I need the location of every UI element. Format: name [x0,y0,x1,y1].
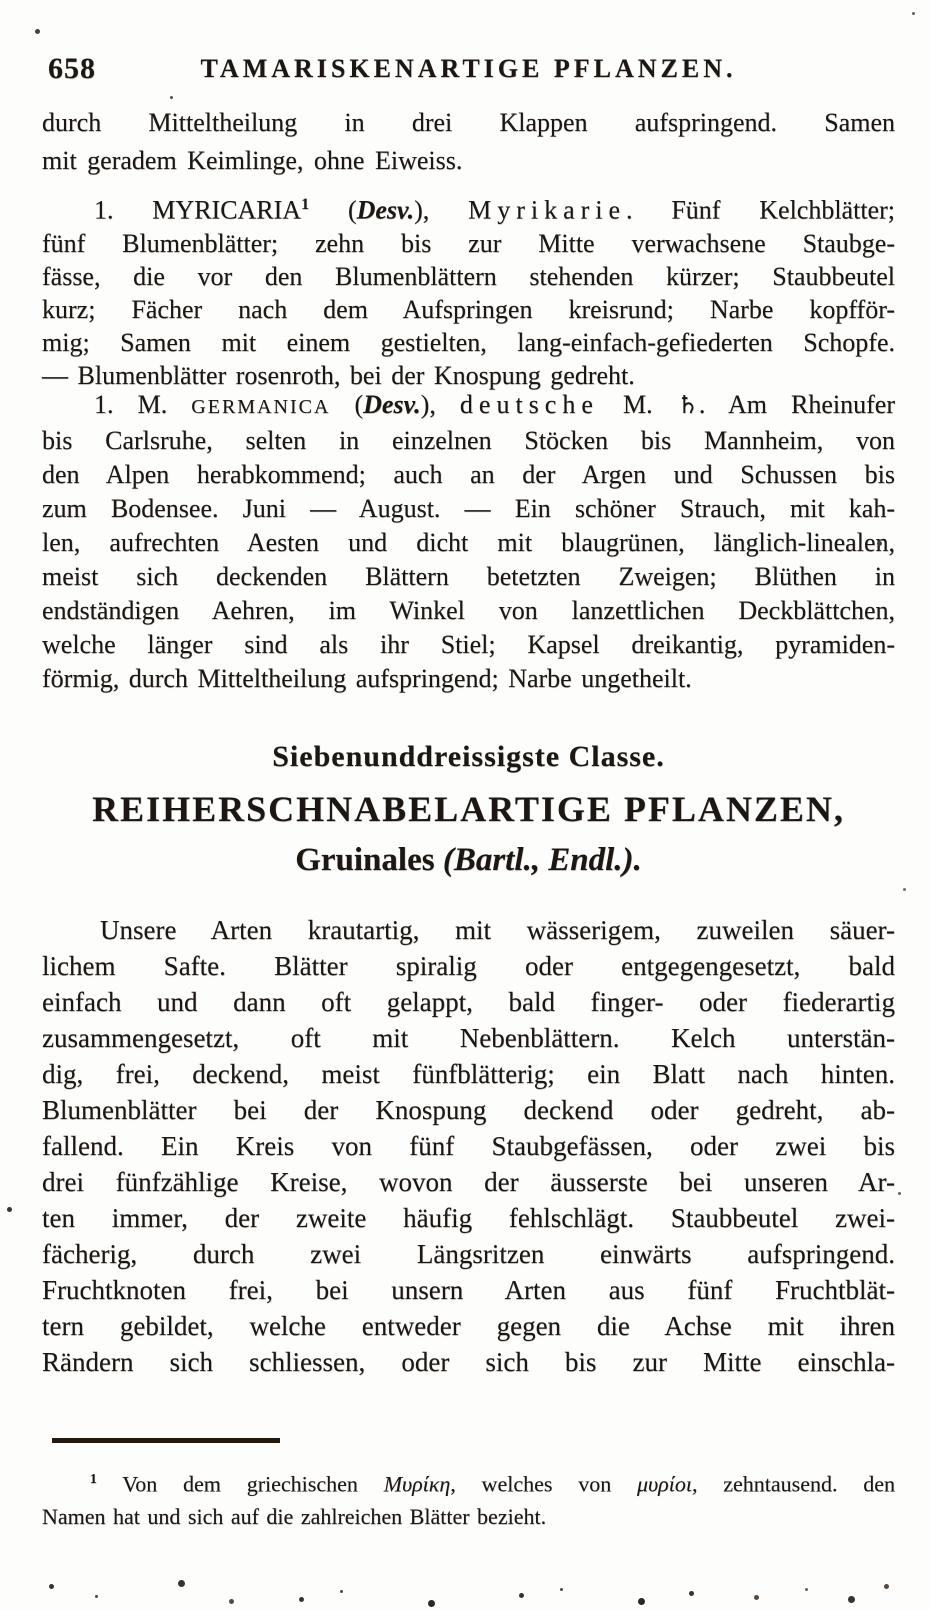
text-segment: , welches von [450,1471,637,1497]
text-line: fächerig, durch zwei Längsritzen einwärts aufspringend. [42,1239,895,1269]
text-line: einfach und dann oft gelappt, bald finger- oder fiederartig [42,987,895,1017]
text-segment: . Fünf Kelchblätter; [626,195,895,225]
text-line: fallend. Ein Kreis von fünf Staubgefässen, oder zwei bis [42,1131,895,1161]
page-header [42,50,895,92]
author-abbreviation: Desv. [356,195,415,225]
running-title: TAMARISKENARTIGE PFLANZEN. [200,54,737,83]
text-line: drei fünfzählige Kreise, wovon der äusserste bei unseren Ar- [42,1167,895,1197]
page-number: 658 [48,52,96,85]
text-line: ten immer, der zweite häufig fehlschlägt. Staubbeutel zwei- [42,1203,895,1233]
text-line [42,188,895,227]
paragraph-species-germanica [42,388,895,696]
text-segment: ), [420,390,460,419]
text-line: fässe, die vor den Blumenblättern stehenden kürzer; Staubbeutel [42,261,895,291]
footnote-divider-rule [52,1438,280,1443]
text-line: den Alpen herabkommend; auch an der Argen und Schussen bis [42,460,895,489]
text-line: zum Bodensee. Juni — August. — Ein schöner Strauch, mit kah- [42,494,895,523]
text-segment: ( [309,195,357,225]
paragraph-class-description [42,912,895,1380]
text-segment: . Am Rheinufer [698,390,895,419]
text-line: dig, frei, deckend, meist fünfblätterig; ein Blatt nach hinten. [42,1059,895,1089]
text-line: Namen hat und sich auf die zahlreichen Blätter bezieht. [42,1504,547,1530]
german-genus-name: Myrikarie [468,195,627,225]
text-line: Fruchtknoten frei, bei unsern Arten aus fünf Fruchtblät- [42,1275,895,1305]
footnote-marker: 1 [301,196,310,213]
species-epithet: GERMANICA [191,396,331,418]
saturn-shrub-symbol: ♄ [676,390,699,419]
latin-order-name: Gruinales [295,842,443,878]
text-line: bis Carlsruhe, selten in einzelnen Stöcken bis Mannheim, von [42,426,895,455]
genus-name: 1. MYRICARIA [94,195,302,225]
text-line: Blumenblätter bei der Knospung deckend oder gedreht, ab- [42,1095,895,1125]
text-line: — Blumenblätter rosenroth, bei der Knospung gedreht. [42,360,635,390]
scan-artifact-specks [0,0,3,3]
text-line: mig; Samen mit einem gestielten, lang-einfach-gefiederten Schopfe. [42,327,895,357]
text-line: welche länger sind als ihr Stiel; Kapsel dreikantig, pyramiden- [42,630,895,659]
text-line: förmig, durch Mitteltheilung aufspringend; Narbe ungetheilt. [42,664,692,693]
text-line [42,1462,895,1500]
text-line: zusammengesetzt, oft mit Nebenblättern. Kelch unterstän- [42,1023,895,1053]
footnote [42,1462,895,1533]
text-segment: , zehntausend. den [691,1471,896,1497]
text-line: kurz; Fächer nach dem Aufspringen kreisrund; Narbe kopfför- [42,294,895,324]
text-segment: 1. M. [94,390,192,419]
german-species-name: deutsche [459,390,599,419]
paragraph-genus-myricaria [42,188,895,392]
text-line: fünf Blumenblätter; zehn bis zur Mitte verwachsene Staubge- [42,228,895,258]
text-segment: ), [414,195,469,225]
text-line [42,388,895,424]
section-title: REIHERSCHNABELARTIGE PFLANZEN, [92,789,845,829]
text-line: len, aufrechten Aesten und dicht mit blaugrünen, länglich-linealen, [42,528,895,557]
text-segment: Von dem griechischen [96,1471,384,1497]
section-class-heading: Siebenunddreissigste Classe. [272,740,665,773]
paragraph-continuation [42,104,895,180]
order-authors: (Bartl., Endl.). [442,842,642,878]
text-line: tern gebildet, welche entweder gegen die Achse mit ihren [42,1311,895,1341]
text-segment: M. [598,390,677,419]
text-line: Rändern sich schliessen, oder sich bis zur Mitte einschla- [42,1347,895,1377]
author-abbreviation: Desv. [363,390,421,419]
greek-word: Μυρίκη [383,1471,451,1497]
greek-word: μυρίοι [637,1471,692,1497]
text-line: endständigen Aehren, im Winkel von lanzettlichen Deckblättchen, [42,596,895,625]
text-line: Unsere Arten krautartig, mit wässerigem, zuweilen säuer- [100,915,895,945]
text-line: lichem Safte. Blätter spiralig oder entgegengesetzt, bald [42,951,895,981]
text-line: durch Mitteltheilung in drei Klappen aufspringend. Samen [42,108,895,137]
text-segment: ( [330,390,364,419]
section-subtitle [42,842,895,879]
footnote-marker: 1 [90,1471,97,1486]
text-line: meist sich deckenden Blättern betetzten Zweigen; Blüthen in [42,562,895,591]
text-line: mit geradem Keimlinge, ohne Eiweiss. [42,146,463,175]
